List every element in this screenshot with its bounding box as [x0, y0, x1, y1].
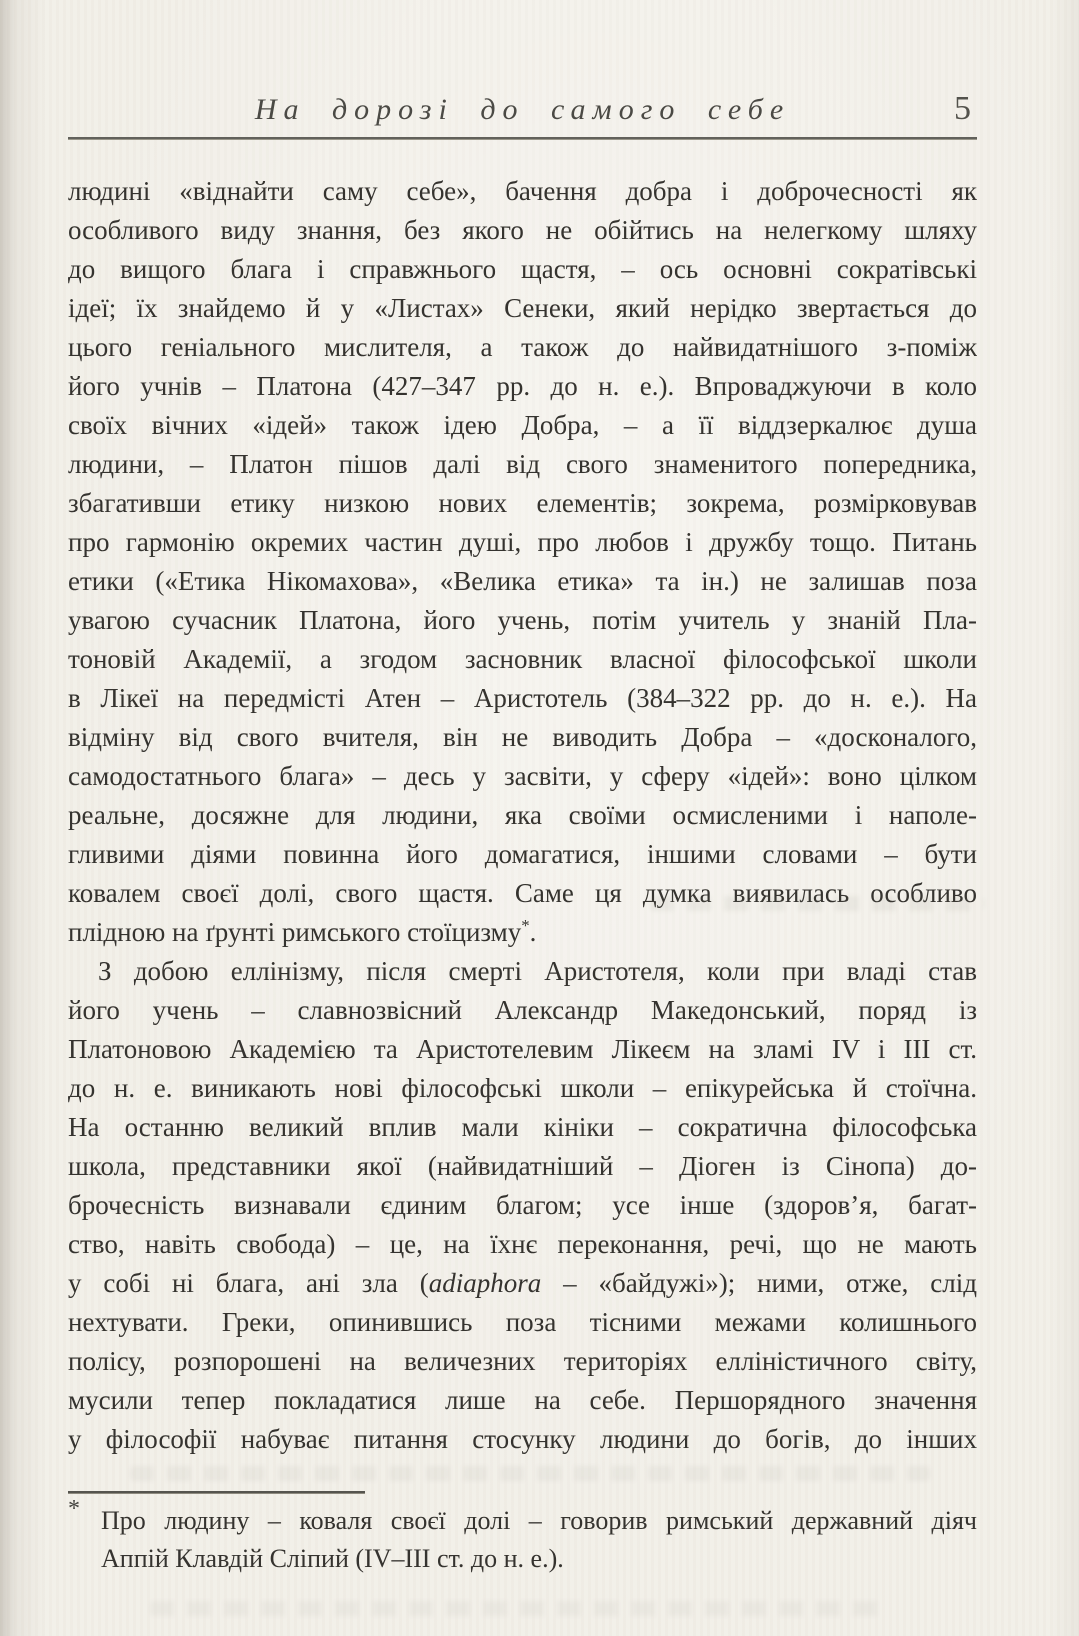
text-line: Платоновою Академією та Аристотелевим Лікеєм на зламі IV і III ст. — [68, 1034, 977, 1064]
footnote-rule — [68, 1491, 365, 1494]
text-line: реальне, досяжне для людини, яка своїми осмисленими і наполе- — [68, 800, 977, 830]
text-line: його учень – славнозвісний Александр Македонський, поряд із — [68, 995, 977, 1025]
footnote-line: Аппій Клавдій Сліпий (IV–III ст. до н. е.). — [101, 1544, 564, 1573]
footnote-marker: * — [68, 1496, 80, 1522]
text-line: На останню великий вплив мали кініки – сократична філософська — [68, 1112, 977, 1142]
text-line: до вищого блага і справжнього щастя, – ось основні сократівські — [68, 254, 977, 284]
paragraph — [68, 952, 977, 1459]
text-line: людини, – Платон пішов далі від свого знаменитого попередника, — [68, 449, 977, 479]
text-line: у собі ні блага, ані зла (adiaphora – «байдужі»); ними, отже, слід — [68, 1268, 977, 1298]
text-line: етики («Етика Нікомахова», «Велика етика» та ін.) не залишав поза — [68, 566, 977, 596]
text-line: увагою сучасник Платона, його учень, потім учитель у знаній Пла- — [68, 605, 977, 635]
text-line: ідеї; їх знайдемо й у «Листах» Сенеки, який нерідко звертається до — [68, 293, 977, 323]
text-line: відміну від свого вчителя, він не виводить Добра – «досконалого, — [68, 722, 977, 752]
body-text — [68, 172, 977, 1459]
bleedthrough-ghost — [130, 1466, 930, 1481]
text-line: у філософії набуває питання стосунку людини до богів, до інших — [68, 1424, 977, 1454]
text-line: особливого виду знання, без якого не обійтись на нелегкому шляху — [68, 215, 977, 245]
text-line: тоновій Академії, а згодом засновник власної філософської школи — [68, 644, 977, 674]
text-line: плідною на ґрунті римського стоїцизму*. — [68, 916, 537, 947]
text-line: своїх вічних «ідей» також ідею Добра, – а її віддзеркалює душа — [68, 410, 977, 440]
footnote — [68, 1496, 977, 1578]
text-line: нехтувати. Греки, опинившись поза тісними межами колишнього — [68, 1307, 977, 1337]
text-line: брочесність визнавали єдиним благом; усе інше (здоров’я, багат- — [68, 1190, 977, 1220]
text-line: ковалем своєї долі, свого щастя. Саме ця думка виявилась особливо — [68, 878, 977, 908]
text-line: в Лікеї на передмісті Атен – Аристотель (384–322 рр. до н. е.). На — [68, 683, 977, 713]
footnote-line: Про людину – коваля своєї долі – говорив римський державний діяч — [101, 1506, 977, 1535]
bleedthrough-ghost — [650, 896, 985, 911]
text-line: полісу, розпорошені на величезних територіях елліністичного світу, — [68, 1346, 977, 1376]
header-rule — [68, 137, 977, 140]
text-line: школа, представники якої (найвидатніший – Діоген із Сінопа) до- — [68, 1151, 977, 1181]
running-head — [68, 90, 977, 137]
footnote-lines — [68, 1502, 977, 1578]
text-line: ство, навіть свобода) – це, на їхнє переконання, речі, що не мають — [68, 1229, 977, 1259]
text-line: цього геніального мислителя, а також до найвидатнішого з-поміж — [68, 332, 977, 362]
text-line: людині «віднайти саму себе», бачення добра і доброчесності як — [68, 176, 977, 206]
text-line: до н. е. виникають нові філософські школи – епікурейська й стоїчна. — [68, 1073, 977, 1103]
text-line: збагативши етику низкою нових елементів; зокрема, розмірковував — [68, 488, 977, 518]
page-number: 5 — [954, 90, 971, 127]
text-line: його учнів – Платона (427–347 рр. до н. е.). Впроваджуючи в коло — [68, 371, 977, 401]
running-head-title: На дорозі до самого себе — [254, 93, 791, 126]
text-line: гливими діями повинна його домагатися, іншими словами – бути — [68, 839, 977, 869]
text-line: З добою еллінізму, після смерті Аристотеля, коли при владі став — [98, 956, 977, 986]
paragraph — [68, 172, 977, 952]
bleedthrough-ghost — [150, 1601, 890, 1616]
text-line: самодостатнього блага» – десь у засвіти, у сферу «ідей»: воно цілком — [68, 761, 977, 791]
text-line: мусили тепер покладатися лише на себе. Першорядного значення — [68, 1385, 977, 1415]
text-line: про гармонію окремих частин душі, про любов і дружбу тощо. Питань — [68, 527, 977, 557]
